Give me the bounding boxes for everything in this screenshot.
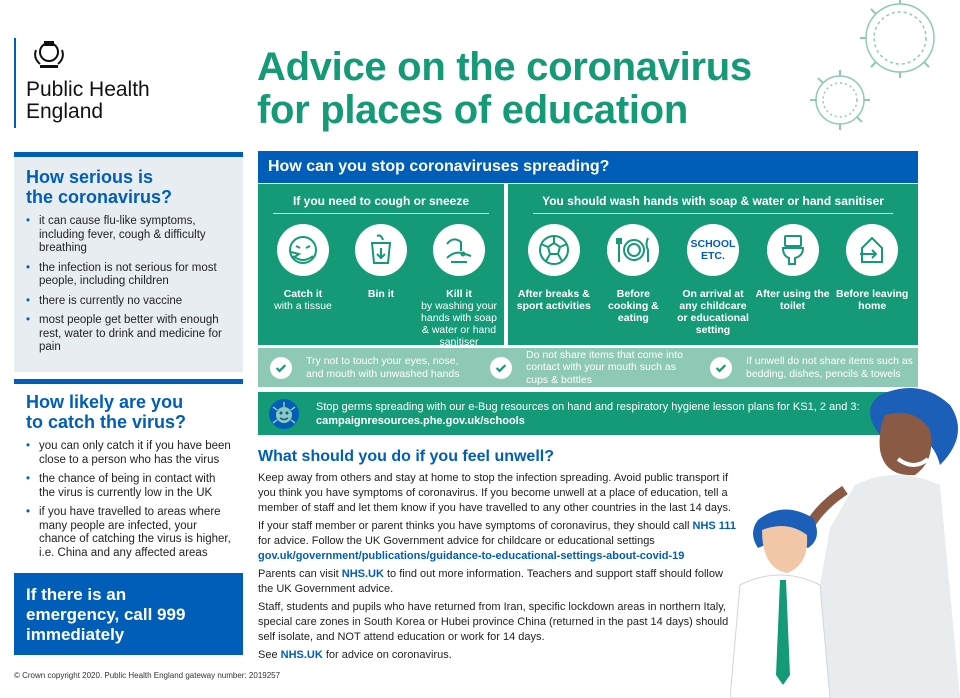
hygiene-tips-row (258, 348, 918, 387)
divider (533, 213, 894, 214)
list-item: • most people get better with enough rest, water to drink and medicine for pain (26, 314, 233, 355)
nhs-111: NHS 111 (692, 520, 736, 532)
after-sport-item: After breaks & sport activities (516, 224, 592, 336)
ebug-text: Stop germs spreading with our e-Bug resources on hand and respiratory hygiene lesson plans for KS1, 2 and 3: campaignresources.phe.gov.uk/schools (316, 400, 860, 427)
unwell-heading: What should you do if you feel unwell? (258, 448, 554, 465)
ebug-link[interactable]: campaignresources.phe.gov.uk/schools (316, 414, 525, 427)
bin-icon (355, 224, 407, 276)
list-item: • it can cause flu-like symptoms, including fever, cough & difficulty breathing (26, 215, 233, 256)
check-icon (490, 357, 512, 379)
cough-sneeze-panel (258, 184, 504, 348)
title-line-1: Advice on the coronavirus (257, 45, 752, 89)
copyright-footer: © Crown copyright 2020. Public Health England gateway number: 2019257 (14, 671, 281, 680)
before-leaving-item: Before leaving home (834, 224, 910, 336)
emergency-box: If there is an emergency, call 999 immediately (14, 573, 243, 655)
before-eating-item: Before cooking & eating (595, 224, 671, 336)
how-serious-heading: How serious is the coronavirus? (26, 167, 173, 207)
check-icon (270, 357, 292, 379)
boy-face (762, 526, 807, 573)
stop-spreading-heading: How can you stop coronaviruses spreading? (258, 151, 918, 183)
kill-it-item: Kill it by washing your hands with soap & water or hand sanitiser (421, 224, 497, 348)
divider (273, 213, 489, 214)
woman-face (880, 413, 932, 475)
how-likely-list (26, 440, 233, 560)
cough-panel-title: If you need to cough or sneeze (292, 194, 470, 208)
toilet-icon (767, 224, 819, 276)
teacher-pupil-illustration (730, 385, 960, 698)
title-line-2: for places of education (257, 88, 688, 132)
list-item: • there is currently no vaccine (26, 295, 233, 309)
handwashing-icon (433, 224, 485, 276)
paragraph: Keep away from others and stay at home to stop the infection spreading. Avoid public transport if you think you have symptoms of coronavirus. If you become unwell at a place of education, tell a member of staff and let them know if you have travelled to any other countries in the last 14 days. (258, 472, 732, 514)
paragraph: Parents can visit NHS.UK to find out more information. Teachers and support staff should follow the UK Government advice. (258, 568, 723, 595)
wash-panel-title: You should wash hands with soap & water or hand sanitiser (542, 194, 884, 208)
how-serious-box (14, 152, 243, 372)
plate-cutlery-icon (607, 224, 659, 276)
on-arrival-item: SCHOOL ETC. On arrival at any childcare or educational setting (675, 224, 751, 336)
page-title (257, 46, 752, 132)
phe-logo (14, 38, 164, 128)
tip-item: Try not to touch your eyes, nose, and mouth with unwashed hands (258, 355, 478, 380)
catch-it-item: Catch it with a tissue (265, 224, 341, 348)
list-item: • the infection is not serious for most people, including children (26, 262, 233, 289)
virus-decoration-icon (780, 0, 960, 150)
org-name-line2: England (26, 100, 104, 123)
gov-uk-link[interactable]: gov.uk/government/publications/guidance-to-educational-settings-about-covid-19 (258, 550, 685, 562)
how-likely-box (14, 379, 243, 567)
ebug-mascot-icon (268, 398, 300, 430)
list-item: • you can only catch it if you have been close to a person who has the virus (26, 440, 233, 467)
football-icon (528, 224, 580, 276)
list-item: • if you have travelled to areas where many people are infected, your chance of catching the virus is higher, i.e. China and any affected areas (26, 506, 233, 560)
wash-hands-panel (508, 184, 918, 345)
tip-item: If unwell do not share items such as bedding, dishes, pencils & towels (698, 355, 918, 380)
home-arrow-icon (846, 224, 898, 276)
school-icon: SCHOOL ETC. (687, 224, 739, 276)
after-toilet-item: After using the toilet (755, 224, 831, 336)
royal-crest-icon (32, 38, 66, 70)
paragraph: If your staff member or parent thinks you have symptoms of coronavirus, they should call NHS 111 for advice. Follow the UK Government advice for childcare or educational settings gov.uk/government/publications/guidance-to-educational-settings-about-covid-19 (258, 520, 736, 562)
nhs-uk-link[interactable]: NHS.UK (280, 649, 323, 661)
tip-item: Do not share items that come into contact with your mouth such as cups & bottles (478, 349, 698, 387)
check-icon (710, 357, 732, 379)
org-name-line1: Public Health (26, 78, 150, 101)
tissue-sneeze-icon (277, 224, 329, 276)
list-item: • the chance of being in contact with the virus is currently low in the UK (26, 473, 233, 500)
how-serious-list (26, 215, 233, 355)
paragraph: Staff, students and pupils who have returned from Iran, specific lockdown areas in northern Italy, special care zones in South Korea or Hubei province China (returned in the past 14 days) should self isolate, and NOT attend education or work for 14 days. (258, 601, 729, 643)
paragraph: See NHS.UK for advice on coronavirus. (258, 649, 452, 661)
how-likely-heading: How likely are you to catch the virus? (26, 392, 187, 432)
unwell-body (258, 471, 738, 666)
bin-it-item: Bin it (343, 224, 419, 348)
nhs-uk-link[interactable]: NHS.UK (341, 568, 384, 580)
